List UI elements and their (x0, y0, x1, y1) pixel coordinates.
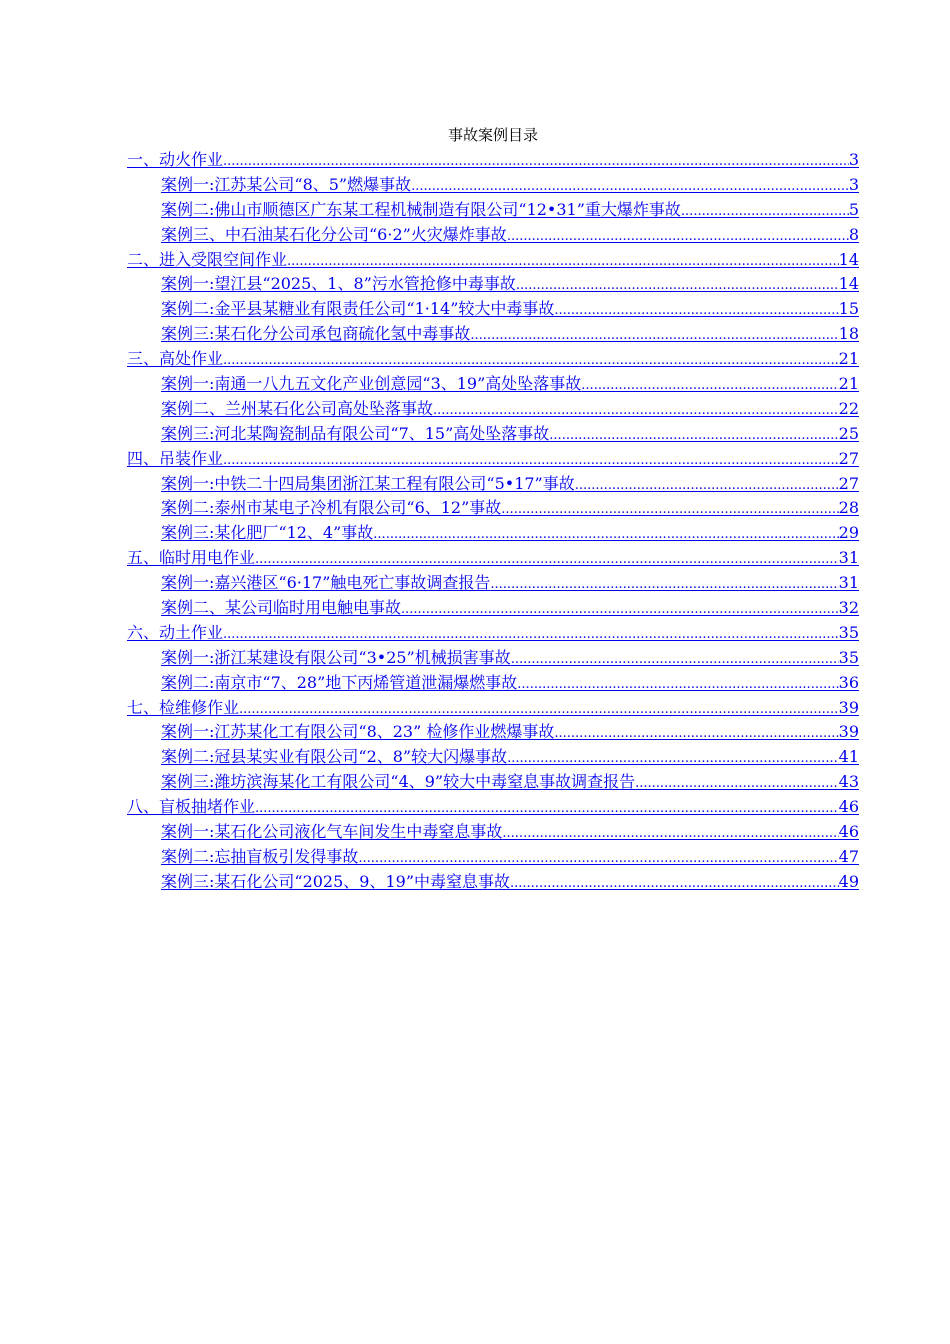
toc-page-number: 28 (838, 498, 859, 518)
toc-page-number: 31 (838, 548, 859, 568)
toc-section-link[interactable] (127, 347, 859, 372)
toc-dot-leader (575, 474, 839, 497)
toc-case-link[interactable] (127, 372, 859, 397)
toc-entry-label: 四、吊装作业 (127, 448, 224, 468)
toc-case-link[interactable] (127, 198, 859, 223)
toc-section-link[interactable] (127, 546, 859, 571)
toc-case-link[interactable] (127, 671, 859, 696)
toc-page-number: 21 (838, 349, 859, 369)
toc-page-number: 3 (848, 174, 859, 194)
toc-case-link[interactable] (127, 422, 859, 447)
toc-dot-leader (287, 250, 839, 273)
toc-page-number: 46 (838, 822, 859, 842)
toc-case-link[interactable] (127, 770, 859, 795)
toc-entry-label: 案例三:河北某陶瓷制品有限公司“7、15”高处坠落事故 (161, 423, 550, 443)
toc-page-number: 49 (838, 871, 859, 891)
toc-entry-label: 案例一:江苏某公司“8、5”燃爆事故 (161, 174, 412, 194)
toc-case-link[interactable] (127, 596, 859, 621)
toc-dot-leader (490, 573, 838, 596)
toc-case-link[interactable] (127, 322, 859, 347)
toc-case-link[interactable] (127, 745, 859, 770)
toc-page-number: 39 (838, 722, 859, 742)
toc-dot-leader (239, 698, 839, 721)
toc-dot-leader (635, 772, 839, 795)
toc-entry-label: 案例二、兰州某石化公司高处坠落事故 (161, 398, 434, 418)
toc-case-link[interactable] (127, 173, 859, 198)
toc-case-link[interactable] (127, 397, 859, 422)
toc-case-link[interactable] (127, 571, 859, 596)
toc-page-number: 18 (838, 324, 859, 344)
toc-page-number: 39 (838, 697, 859, 717)
toc-page-number: 31 (838, 573, 859, 593)
toc-page-number: 27 (838, 448, 859, 468)
toc-section-link[interactable] (127, 621, 859, 646)
toc-dot-leader (516, 274, 839, 297)
toc-page-number: 21 (838, 374, 859, 394)
toc-page-number: 14 (838, 274, 859, 294)
toc-case-link[interactable] (127, 870, 859, 895)
toc-case-link[interactable] (127, 223, 859, 248)
toc-dot-leader (549, 424, 838, 447)
toc-case-link[interactable] (127, 297, 859, 322)
toc-page-number: 8 (848, 224, 859, 244)
toc-section-link[interactable] (127, 696, 859, 721)
toc-dot-leader (581, 374, 838, 397)
toc-dot-leader (223, 449, 839, 472)
table-of-contents (127, 148, 859, 895)
toc-section-link[interactable] (127, 447, 859, 472)
toc-dot-leader (223, 623, 839, 646)
toc-entry-label: 八、盲板抽堵作业 (127, 797, 256, 817)
toc-entry-label: 案例三:潍坊滨海某化工有限公司“4、9”较大中毒窒息事故调查报告 (161, 772, 636, 792)
toc-page-number: 5 (848, 199, 859, 219)
toc-entry-label: 案例三、中石油某石化分公司“6·2”火灾爆炸事故 (161, 224, 507, 244)
toc-dot-leader (681, 200, 849, 223)
toc-dot-leader (358, 847, 838, 870)
document-title: 事故案例目录 (447, 126, 538, 144)
toc-dot-leader (507, 747, 839, 770)
toc-case-link[interactable] (127, 521, 859, 546)
toc-page-number: 46 (838, 797, 859, 817)
toc-dot-leader (373, 523, 838, 546)
toc-entry-label: 三、高处作业 (127, 349, 224, 369)
toc-entry-label: 六、动土作业 (127, 622, 224, 642)
toc-entry-label: 二、进入受限空间作业 (127, 249, 288, 269)
toc-entry-label: 案例一:南通一八九五文化产业创意园“3、19”高处坠落事故 (161, 374, 582, 394)
toc-entry-label: 案例一:中铁二十四局集团浙江某工程有限公司“5•17”事故 (161, 473, 575, 493)
toc-case-link[interactable] (127, 472, 859, 497)
toc-dot-leader (433, 399, 839, 422)
toc-case-link[interactable] (127, 720, 859, 745)
toc-dot-leader (554, 299, 838, 322)
toc-dot-leader (470, 324, 838, 347)
toc-dot-leader (223, 349, 839, 372)
toc-page-number: 29 (838, 523, 859, 543)
toc-entry-label: 案例一:望江县“2025、1、8”污水管抢修中毒事故 (161, 274, 516, 294)
toc-section-link[interactable] (127, 795, 859, 820)
toc-dot-leader (255, 797, 839, 820)
toc-case-link[interactable] (127, 845, 859, 870)
toc-page-number: 3 (848, 150, 859, 169)
toc-dot-leader (517, 673, 838, 696)
toc-case-link[interactable] (127, 272, 859, 297)
toc-case-link[interactable] (127, 496, 859, 521)
toc-page-number: 32 (838, 598, 859, 618)
toc-entry-label: 案例二:忘抽盲板引发得事故 (161, 846, 359, 866)
toc-page-number: 35 (838, 622, 859, 642)
toc-dot-leader (554, 722, 838, 745)
toc-dot-leader (255, 548, 839, 571)
toc-dot-leader (502, 822, 838, 845)
toc-entry-label: 案例三:某石化公司“2025、9、19”中毒窒息事故 (161, 871, 511, 891)
toc-page-number: 47 (838, 846, 859, 866)
toc-entry-label: 案例二:金平县某糖业有限责任公司“1·14”较大中毒事故 (161, 299, 555, 319)
toc-entry-label: 案例二:泰州市某电子冷机有限公司“6、12”事故 (161, 498, 502, 518)
toc-page-number: 35 (838, 647, 859, 667)
toc-case-link[interactable] (127, 820, 859, 845)
toc-section-link[interactable] (127, 148, 859, 173)
toc-dot-leader (411, 175, 849, 198)
toc-entry-label: 一、动火作业 (127, 150, 224, 169)
toc-entry-label: 案例一:江苏某化工有限公司“8、23” 检修作业燃爆事故 (161, 722, 555, 742)
toc-page-number: 27 (838, 473, 859, 493)
toc-page-number: 15 (838, 299, 859, 319)
toc-entry-label: 七、检维修作业 (127, 697, 240, 717)
toc-entry-label: 案例三:某化肥厂“12、4”事故 (161, 523, 374, 543)
toc-dot-leader (501, 498, 838, 521)
toc-dot-leader (401, 598, 839, 621)
toc-page-number: 41 (838, 747, 859, 767)
toc-page-number: 14 (838, 249, 859, 269)
toc-dot-leader (223, 150, 849, 173)
toc-entry-label: 案例二:南京市“7、28”地下丙烯管道泄漏爆燃事故 (161, 672, 518, 692)
toc-entry-label: 案例二:佛山市顺德区广东某工程机械制造有限公司“12•31”重大爆炸事故 (161, 199, 681, 219)
toc-case-link[interactable] (127, 646, 859, 671)
toc-dot-leader (510, 872, 839, 895)
toc-page-number: 22 (838, 398, 859, 418)
toc-entry-label: 案例一:嘉兴港区“6·17”触电死亡事故调查报告 (161, 573, 491, 593)
toc-entry-label: 案例一:某石化公司液化气车间发生中毒窒息事故 (161, 822, 503, 842)
toc-dot-leader (507, 225, 849, 248)
toc-page-number: 43 (838, 772, 859, 792)
toc-dot-leader (511, 648, 839, 671)
toc-entry-label: 五、临时用电作业 (127, 548, 256, 568)
toc-entry-label: 案例二:冠县某实业有限公司“2、8”较大闪爆事故 (161, 747, 508, 767)
toc-entry-label: 案例一:浙江某建设有限公司“3•25”机械损害事故 (161, 647, 511, 667)
toc-page-number: 25 (838, 423, 859, 443)
toc-entry-label: 案例二、某公司临时用电触电事故 (161, 598, 402, 618)
toc-page-number: 36 (838, 672, 859, 692)
toc-section-link[interactable] (127, 248, 859, 273)
toc-entry-label: 案例三:某石化分公司承包商硫化氢中毒事故 (161, 324, 471, 344)
